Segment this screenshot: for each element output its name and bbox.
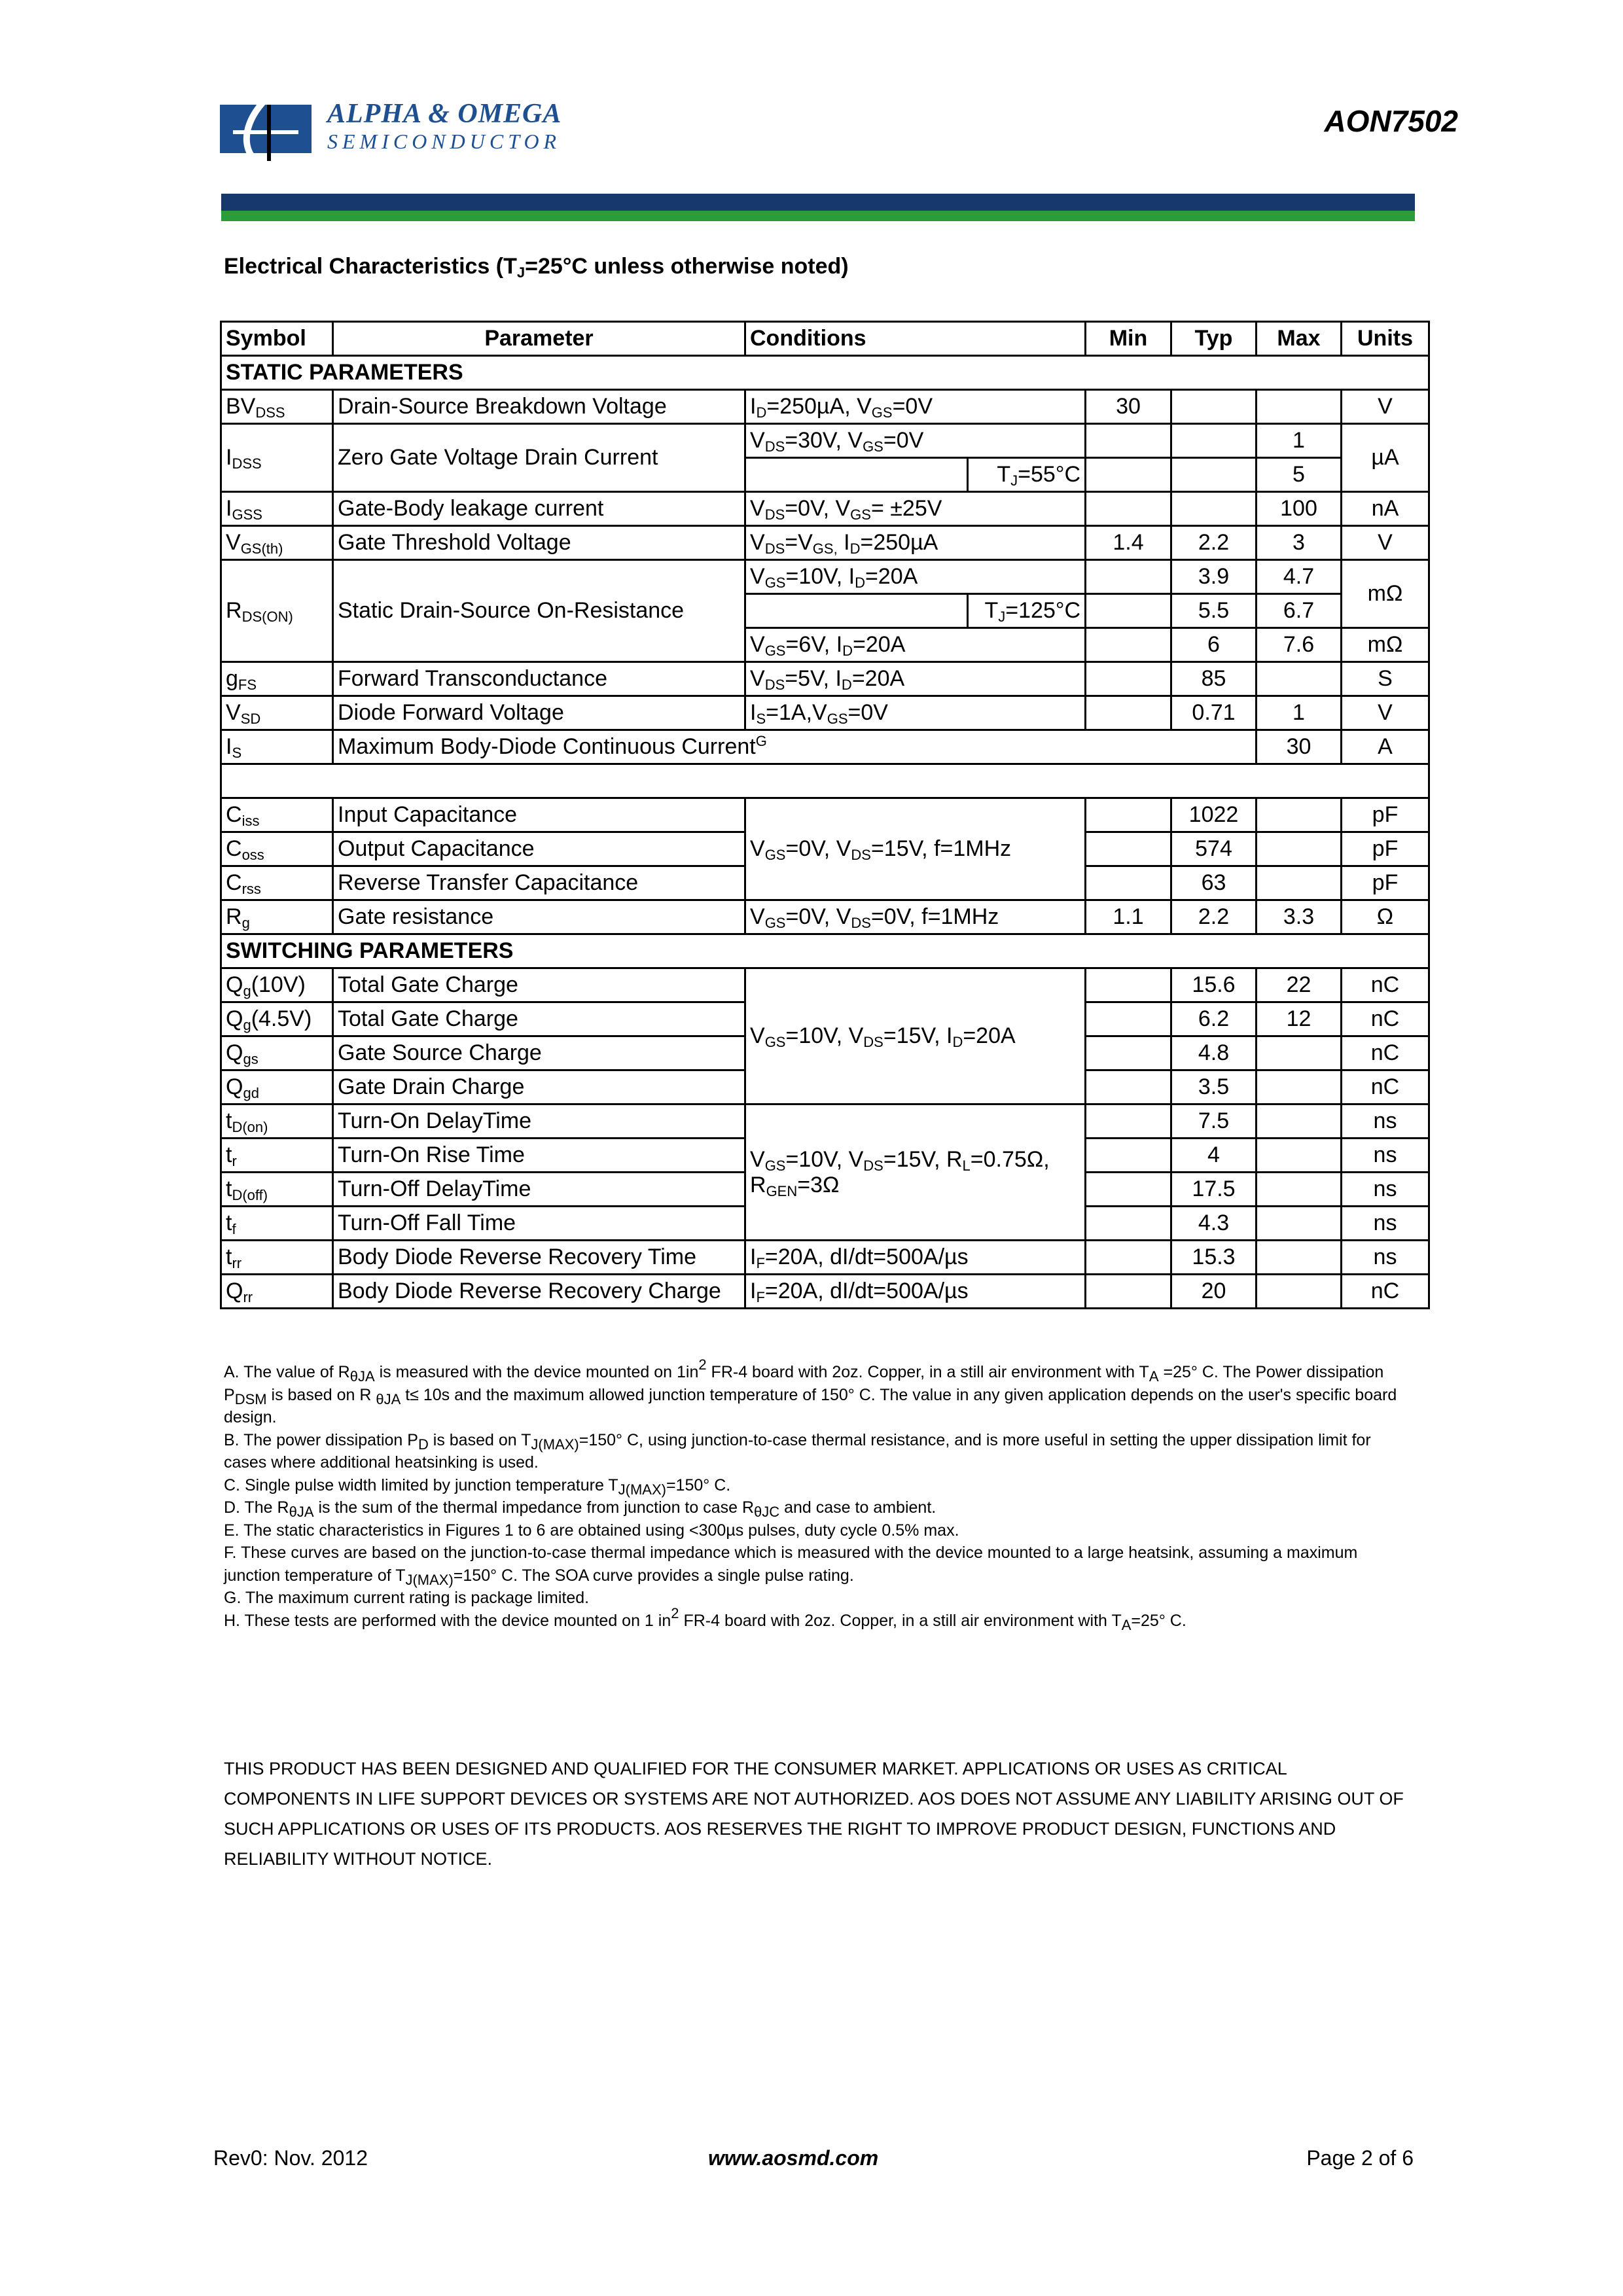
parameter-cell: Turn-On DelayTime	[333, 1104, 745, 1139]
parameter-cell: Drain-Source Breakdown Voltage	[333, 390, 745, 424]
units-cell: pF	[1342, 798, 1429, 832]
symbol-cell: $t_f$	[221, 1207, 333, 1241]
max-cell: 5	[1257, 458, 1342, 492]
parameter-cell: Diode Forward Voltage	[333, 696, 745, 730]
max-cell	[1257, 390, 1342, 424]
units-cell: nC	[1342, 1275, 1429, 1309]
min-cell: 1.4	[1086, 526, 1171, 560]
parameter-cell: Turn-Off DelayTime	[333, 1173, 745, 1207]
conditions-cell: $V_{GS}=10V$, $V_{DS}=15V$, $R_L=0.75\Omega$, $R_{GEN}=3\Omega$	[745, 1104, 1086, 1241]
typ-cell: 3.5	[1171, 1070, 1257, 1104]
typ-cell: 15.6	[1171, 968, 1257, 1002]
units-cell: mΩ	[1342, 560, 1429, 628]
footnote-e: E. The static characteristics in Figures 1 to 6 are obtained using <300µs pulses, duty cycle 0.5% max.	[224, 1521, 959, 1540]
conditions-cell	[745, 594, 968, 628]
table-row	[221, 696, 1429, 730]
conditions-cell: $V_{GS}=0V$, $V_{DS}=0V$, f=1MHz	[745, 900, 1086, 934]
units-cell: V	[1342, 696, 1429, 730]
footer-page-number: Page 2 of 6	[1306, 2146, 1414, 2170]
table-header-row	[221, 322, 1429, 356]
footnote-g: G. The maximum current rating is package limited.	[224, 1589, 590, 1607]
typ-cell	[1171, 492, 1257, 526]
units-cell: ns	[1342, 1139, 1429, 1173]
parameter-cell: Gate Source Charge	[333, 1036, 745, 1070]
units-cell: nC	[1342, 1036, 1429, 1070]
max-cell: 4.7	[1257, 560, 1342, 594]
parameter-cell: Body Diode Reverse Recovery Time	[333, 1241, 745, 1275]
conditions-cell: $I_S=1A,V_{GS}=0V$	[745, 696, 1086, 730]
max-cell	[1257, 662, 1342, 696]
symbol-cell: $R_{DS(ON)}$	[221, 560, 333, 662]
typ-cell	[1171, 390, 1257, 424]
min-cell	[1086, 492, 1171, 526]
symbol-cell: $t_{rr}$	[221, 1241, 333, 1275]
conditions-cell: $T_J=125^\circ C$	[968, 594, 1086, 628]
is-parameter-text: Maximum Body-Diode Continuous Current	[338, 734, 756, 759]
typ-cell: 17.5	[1171, 1173, 1257, 1207]
parameter-cell: Gate resistance	[333, 900, 745, 934]
table-row	[221, 1104, 1429, 1139]
parameter-cell: Static Drain-Source On-Resistance	[333, 560, 745, 662]
max-cell	[1257, 1275, 1342, 1309]
parameter-cell: Forward Transconductance	[333, 662, 745, 696]
min-cell	[1086, 1036, 1171, 1070]
typ-cell: 20	[1171, 1275, 1257, 1309]
symbol-cell: $t_{D(on)}$	[221, 1104, 333, 1139]
conditions-cell: $V_{DS}=5V$, $I_D=20A$	[745, 662, 1086, 696]
typ-cell: 7.5	[1171, 1104, 1257, 1139]
conditions-cell: $V_{GS}=10V$, $V_{DS}=15V$, $I_D=20A$	[745, 968, 1086, 1104]
symbol-cell: $BV_{DSS}$	[221, 390, 333, 424]
min-cell: 30	[1086, 390, 1171, 424]
max-cell: 3	[1257, 526, 1342, 560]
symbol-cell: $C_{oss}$	[221, 832, 333, 866]
parameter-cell: Output Capacitance	[333, 832, 745, 866]
max-cell	[1257, 1070, 1342, 1104]
symbol-cell: $R_g$	[221, 900, 333, 934]
symbol-cell: $Q_g(4.5V)$	[221, 1002, 333, 1036]
parameter-cell: Reverse Transfer Capacitance	[333, 866, 745, 900]
min-cell	[1086, 1104, 1171, 1139]
units-cell: pF	[1342, 866, 1429, 900]
typ-cell: 15.3	[1171, 1241, 1257, 1275]
part-number: AON7502	[1324, 104, 1458, 138]
footer-revision: Rev0: Nov. 2012	[213, 2146, 368, 2170]
max-cell	[1257, 798, 1342, 832]
table-row	[221, 560, 1429, 594]
min-cell	[1086, 1207, 1171, 1241]
symbol-cell: $C_{iss}$	[221, 798, 333, 832]
min-cell: 1.1	[1086, 900, 1171, 934]
units-cell: ns	[1342, 1173, 1429, 1207]
table-row	[221, 390, 1429, 424]
typ-cell: 0.71	[1171, 696, 1257, 730]
units-cell: ns	[1342, 1207, 1429, 1241]
footnote-h: H. These tests are performed with the device mounted on 1 $in^2$ FR-4 board with 2oz. Copper, in a still air environment with $T_A=25^\circ$ C.	[224, 1604, 1186, 1633]
footnote-d: D. The $R_{\theta JA}$ is the sum of the thermal impedance from junction to case $R_{\theta JC}$ and case to ambient.	[224, 1498, 936, 1520]
conditions-cell	[745, 458, 968, 492]
parameter-cell: Total Gate Charge	[333, 1002, 745, 1036]
parameter-cell: Maximum Body-Diode Continuous Current$^G$	[333, 730, 1257, 764]
max-cell	[1257, 832, 1342, 866]
units-cell: V	[1342, 390, 1429, 424]
parameter-cell: Gate Threshold Voltage	[333, 526, 745, 560]
max-cell: 7.6	[1257, 628, 1342, 662]
parameter-cell: Zero Gate Voltage Drain Current	[333, 424, 745, 492]
typ-cell: 4.3	[1171, 1207, 1257, 1241]
table-row	[221, 526, 1429, 560]
footer-website-link[interactable]: www.aosmd.com	[708, 2146, 879, 2170]
header-bar-green	[221, 211, 1415, 221]
min-cell	[1086, 1139, 1171, 1173]
conditions-cell: $I_F=20A$, dI/dt=500A/µs	[745, 1241, 1086, 1275]
typ-cell: 2.2	[1171, 526, 1257, 560]
typ-cell: 1022	[1171, 798, 1257, 832]
units-cell: nC	[1342, 968, 1429, 1002]
units-cell: Ω	[1342, 900, 1429, 934]
typ-cell: 3.9	[1171, 560, 1257, 594]
units-cell: A	[1342, 730, 1429, 764]
header-bar-blue	[221, 194, 1415, 211]
symbol-cell: $Q_{gs}$	[221, 1036, 333, 1070]
footnote-a: A. The value of $R_{\theta JA}$ is measured with the device mounted on $1in^2$ FR-4 board with 2oz. Copper, in a still air environment with $T_A =25^\circ$ C. The Power dissipation $P_{DSM}$ is based on R $_{\theta JA}$ t≤ 10s and the maximum allowed junction temperature of 150° C. The value in any given application depends on the user's specific board design.	[224, 1356, 1397, 1426]
typ-cell: 5.5	[1171, 594, 1257, 628]
min-cell	[1086, 1241, 1171, 1275]
parameter-cell: Input Capacitance	[333, 798, 745, 832]
symbol-cell: $V_{SD}$	[221, 696, 333, 730]
conditions-cell: $V_{GS}=10V$, $I_D=20A$	[745, 560, 1086, 594]
disclaimer: THIS PRODUCT HAS BEEN DESIGNED AND QUALIFIED FOR THE CONSUMER MARKET. APPLICATIONS OR USES AS CRITICAL COMPONENTS IN LIFE SUPPORT DEVICES OR SYSTEMS ARE NOT AUTHORIZED. AOS DOES NOT ASSUME ANY LIABILITY ARISING OUT OF SUCH APPLICATIONS OR USES OF ITS PRODUCTS. AOS RESERVES THE RIGHT TO IMPROVE PRODUCT DESIGN, FUNCTIONS AND RELIABILITY WITHOUT NOTICE.	[224, 1759, 1404, 1869]
header-symbol: Symbol	[221, 322, 333, 356]
footnotes	[224, 1356, 1415, 1633]
parameter-cell: Turn-Off Fall Time	[333, 1207, 745, 1241]
conditions-cell: $T_J=55^\circ C$	[968, 458, 1086, 492]
static-parameters-heading: STATIC PARAMETERS	[221, 356, 1429, 390]
header-units: Units	[1342, 322, 1429, 356]
max-cell	[1257, 1207, 1342, 1241]
max-cell: 22	[1257, 968, 1342, 1002]
conditions-cell: $I_F=20A$, dI/dt=500A/µs	[745, 1275, 1086, 1309]
max-cell: 100	[1257, 492, 1342, 526]
min-cell	[1086, 1070, 1171, 1104]
units-cell: ns	[1342, 1241, 1429, 1275]
typ-cell: 574	[1171, 832, 1257, 866]
table-row	[221, 424, 1429, 458]
symbol-cell: $I_S$	[221, 730, 333, 764]
min-cell	[1086, 968, 1171, 1002]
max-cell	[1257, 1241, 1342, 1275]
conditions-cell: $I_D=250\mu A$, $V_{GS}=0V$	[745, 390, 1086, 424]
table-row	[221, 730, 1429, 764]
min-cell	[1086, 832, 1171, 866]
min-cell	[1086, 458, 1171, 492]
min-cell	[1086, 662, 1171, 696]
logo-text-primary: ALPHA & OMEGA	[327, 99, 562, 129]
max-cell: 30	[1257, 730, 1342, 764]
symbol-cell: $g_{FS}$	[221, 662, 333, 696]
min-cell	[1086, 798, 1171, 832]
symbol-cell: $I_{GSS}$	[221, 492, 333, 526]
max-cell	[1257, 866, 1342, 900]
typ-cell: 63	[1171, 866, 1257, 900]
table-row	[221, 1275, 1429, 1309]
max-cell	[1257, 1036, 1342, 1070]
symbol-cell: $V_{GS(th)}$	[221, 526, 333, 560]
parameter-cell: Gate-Body leakage current	[333, 492, 745, 526]
min-cell	[1086, 628, 1171, 662]
symbol-cell: $t_{D(off)}$	[221, 1173, 333, 1207]
units-cell: pF	[1342, 832, 1429, 866]
max-cell	[1257, 1104, 1342, 1139]
symbol-cell: $Q_{rr}$	[221, 1275, 333, 1309]
symbol-cell: $Q_{gd}$	[221, 1070, 333, 1104]
units-cell: ns	[1342, 1104, 1429, 1139]
typ-cell	[1171, 458, 1257, 492]
max-cell: 12	[1257, 1002, 1342, 1036]
min-cell	[1086, 1002, 1171, 1036]
switching-parameters-heading: SWITCHING PARAMETERS	[221, 934, 1429, 968]
table-row	[221, 900, 1429, 934]
units-cell: mΩ	[1342, 628, 1429, 662]
typ-cell: 6.2	[1171, 1002, 1257, 1036]
max-cell: 6.7	[1257, 594, 1342, 628]
max-cell: 3.3	[1257, 900, 1342, 934]
header-conditions: Conditions	[745, 322, 1086, 356]
table-row	[221, 798, 1429, 832]
parameter-cell: Turn-On Rise Time	[333, 1139, 745, 1173]
typ-cell: 6	[1171, 628, 1257, 662]
min-cell	[1086, 560, 1171, 594]
units-cell: nC	[1342, 1070, 1429, 1104]
conditions-cell: $V_{GS}=0V$, $V_{DS}=15V$, f=1MHz	[745, 798, 1086, 900]
parameter-cell: Gate Drain Charge	[333, 1070, 745, 1104]
typ-cell: 4.8	[1171, 1036, 1257, 1070]
max-cell	[1257, 1173, 1342, 1207]
symbol-cell: $Q_g(10V)$	[221, 968, 333, 1002]
conditions-cell: $V_{DS}=30V$, $V_{GS}=0V$	[745, 424, 1086, 458]
typ-cell: 2.2	[1171, 900, 1257, 934]
min-cell	[1086, 866, 1171, 900]
table-row	[221, 492, 1429, 526]
electrical-characteristics-table	[220, 321, 1430, 1309]
max-cell: 1	[1257, 696, 1342, 730]
footnote-b: B. The power dissipation $P_D$ is based on $T_{J(MAX)}=150^\circ$ C, using junction-to-case thermal resistance, and is more useful in setting the upper dissipation limit for cases where additional heatsinking is used.	[224, 1430, 1371, 1472]
min-cell	[1086, 696, 1171, 730]
symbol-cell: $C_{rss}$	[221, 866, 333, 900]
min-cell	[1086, 424, 1171, 458]
footnote-c: C. Single pulse width limited by junction temperature $T_{J(MAX)}=150^\circ$ C.	[224, 1475, 731, 1498]
logo-text-secondary: SEMICONDUCTOR	[327, 130, 562, 153]
units-cell: nA	[1342, 492, 1429, 526]
max-cell: 1	[1257, 424, 1342, 458]
min-cell	[1086, 1173, 1171, 1207]
conditions-cell: $V_{GS}=6V$, $I_D=20A$	[745, 628, 1086, 662]
symbol-cell: $t_r$	[221, 1139, 333, 1173]
parameter-cell: Total Gate Charge	[333, 968, 745, 1002]
typ-cell	[1171, 424, 1257, 458]
min-cell	[1086, 594, 1171, 628]
header-parameter: Parameter	[333, 322, 745, 356]
section-title: Electrical Characteristics ($T_J=25^\circ C$ unless otherwise noted)	[224, 254, 849, 281]
conditions-cell: $V_{DS}=V_{GS,}$ $I_D=250\mu A$	[745, 526, 1086, 560]
company-logo	[220, 105, 312, 153]
units-cell: S	[1342, 662, 1429, 696]
header-typ: Typ	[1171, 322, 1257, 356]
table-row	[221, 662, 1429, 696]
max-cell	[1257, 1139, 1342, 1173]
typ-cell: 4	[1171, 1139, 1257, 1173]
conditions-cell: $V_{DS}=0V$, $V_{GS}= \pm 25V$	[745, 492, 1086, 526]
table-row	[221, 968, 1429, 1002]
parameter-cell: Body Diode Reverse Recovery Charge	[333, 1275, 745, 1309]
header-min: Min	[1086, 322, 1171, 356]
dynamic-parameters-spacer	[221, 764, 1429, 798]
min-cell	[1086, 1275, 1171, 1309]
table-row	[221, 1241, 1429, 1275]
units-cell: V	[1342, 526, 1429, 560]
header-max: Max	[1257, 322, 1342, 356]
units-cell: µA	[1342, 424, 1429, 492]
typ-cell: 85	[1171, 662, 1257, 696]
footnote-f: F. These curves are based on the junction-to-case thermal impedance which is measured with the device mounted to a large heatsink, assuming a maximum junction temperature of $T_{J(MAX)}=150^\circ$ C. The SOA curve provides a single pulse rating.	[224, 1544, 1358, 1588]
symbol-cell: $I_{DSS}$	[221, 424, 333, 492]
alpha-omega-logo-icon	[220, 93, 312, 165]
units-cell: nC	[1342, 1002, 1429, 1036]
